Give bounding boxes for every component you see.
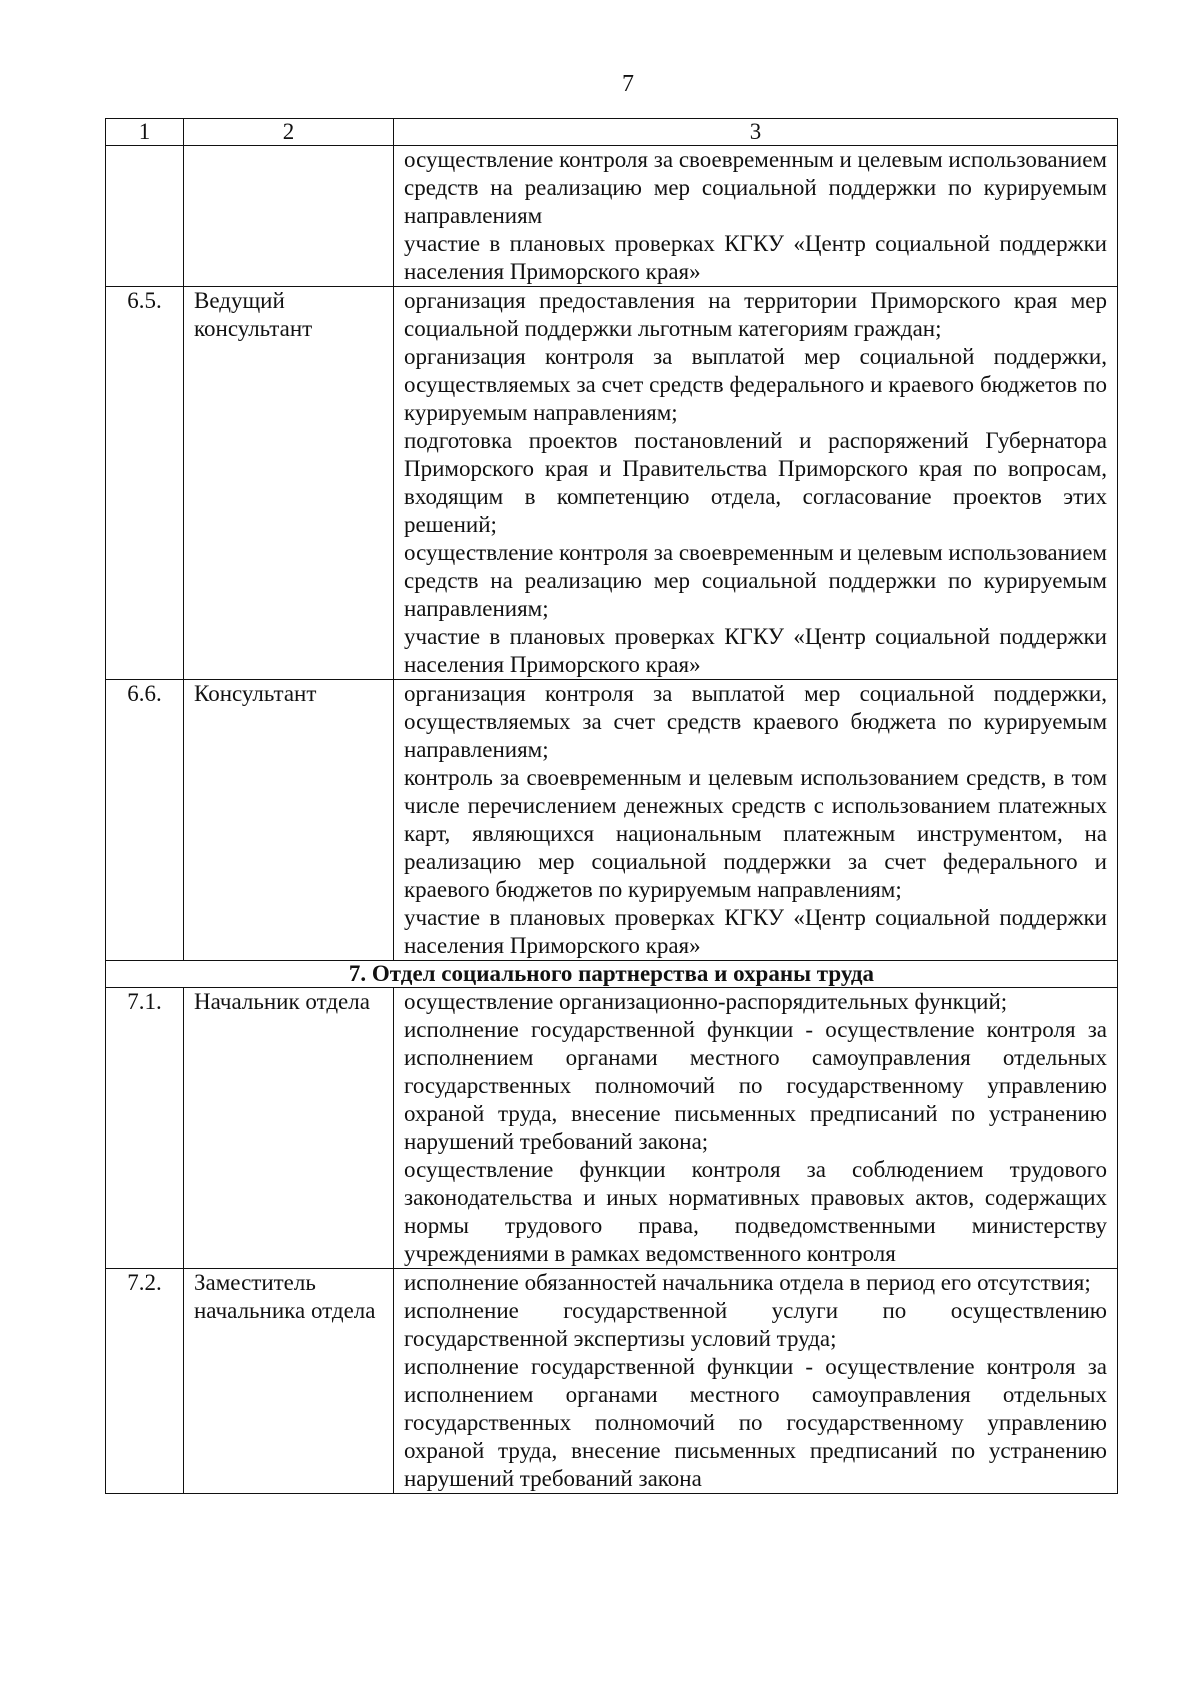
- duty-item: осуществление контроля за своевременным и целевым использованием средств на реализацию мер социальной поддержки по курируемым направлениям;: [404, 540, 1107, 621]
- row-number: 7.1.: [106, 988, 184, 1269]
- row-position: Начальник отдела: [184, 988, 394, 1269]
- row-position: [184, 146, 394, 287]
- page-number: 7: [622, 71, 634, 97]
- duty-item: контроль за своевременным и целевым использованием средств, в том числе перечислением денежных средств с использованием платежных карт, являющихся национальным платежным инструментом, на реализацию мер социальной поддержки за счет федерального и краевого бюджетов по курируемым направлениям;: [404, 765, 1107, 902]
- row-duties: [394, 680, 1118, 961]
- duty-item: осуществление организационно-распорядительных функций;: [404, 989, 1008, 1014]
- row-duties: [394, 287, 1118, 680]
- row-position: Ведущий консультант: [184, 287, 394, 680]
- section-title: 7. Отдел социального партнерства и охраны труда: [106, 961, 1118, 988]
- table-row: [106, 1269, 1118, 1494]
- duty-item: осуществление функции контроля за соблюдением трудового законодательства и иных нормативных правовых актов, содержащих нормы трудового права, подведомственными министерству учреждениями в рамках ведомственного контроля: [404, 1157, 1107, 1266]
- table-row: [106, 680, 1118, 961]
- table-row: [106, 146, 1118, 287]
- row-number: [106, 146, 184, 287]
- duty-item: организация контроля за выплатой мер социальной поддержки, осуществляемых за счет средств краевого бюджета по курируемым направлениям;: [404, 681, 1107, 762]
- column-header-duties: 3: [394, 119, 1118, 146]
- row-position: Заместитель начальника отдела: [184, 1269, 394, 1494]
- column-header-position: 2: [184, 119, 394, 146]
- duty-item: исполнение государственной функции - осуществление контроля за исполнением органами местного самоуправления отдельных государственных полномочий по государственному управлению охраной труда, внесение письменных предписаний по устранению нарушений требований закона;: [404, 1017, 1107, 1154]
- duty-item: организация контроля за выплатой мер социальной поддержки, осуществляемых за счет средств федерального и краевого бюджетов по курируемым направлениям;: [404, 344, 1107, 425]
- duty-item: осуществление контроля за своевременным и целевым использованием средств на реализацию мер социальной поддержки по курируемым направлениям: [404, 147, 1107, 228]
- duty-item: участие в плановых проверках КГКУ «Центр социальной поддержки населения Приморского края»: [404, 905, 1107, 958]
- table-row: [106, 287, 1118, 680]
- row-duties: [394, 1269, 1118, 1494]
- row-position: Консультант: [184, 680, 394, 961]
- duty-item: участие в плановых проверках КГКУ «Центр социальной поддержки населения Приморского края»: [404, 231, 1107, 284]
- row-number: 7.2.: [106, 1269, 184, 1494]
- row-number: 6.5.: [106, 287, 184, 680]
- duty-item: исполнение государственной функции - осуществление контроля за исполнением органами местного самоуправления отдельных государственных полномочий по государственному управлению охраной труда, внесение письменных предписаний по устранению нарушений требований закона: [404, 1354, 1107, 1491]
- table-row: [106, 988, 1118, 1269]
- row-duties: [394, 146, 1118, 287]
- column-header-number: 1: [106, 119, 184, 146]
- duty-item: подготовка проектов постановлений и распоряжений Губернатора Приморского края и Правительства Приморского края по вопросам, входящим в компетенцию отдела, согласование проектов этих решений;: [404, 428, 1107, 537]
- row-number: 6.6.: [106, 680, 184, 961]
- duty-item: организация предоставления на территории Приморского края мер социальной поддержки льготным категориям граждан;: [404, 288, 1107, 341]
- table-header-row: [106, 119, 1118, 146]
- positions-table: [105, 118, 1118, 1494]
- section-header-row: [106, 961, 1118, 988]
- duty-item: исполнение обязанностей начальника отдела в период его отсутствия;: [404, 1270, 1091, 1295]
- row-duties: [394, 988, 1118, 1269]
- duty-item: участие в плановых проверках КГКУ «Центр социальной поддержки населения Приморского края»: [404, 624, 1107, 677]
- duty-item: исполнение государственной услуги по осуществлению государственной экспертизы условий труда;: [404, 1298, 1107, 1351]
